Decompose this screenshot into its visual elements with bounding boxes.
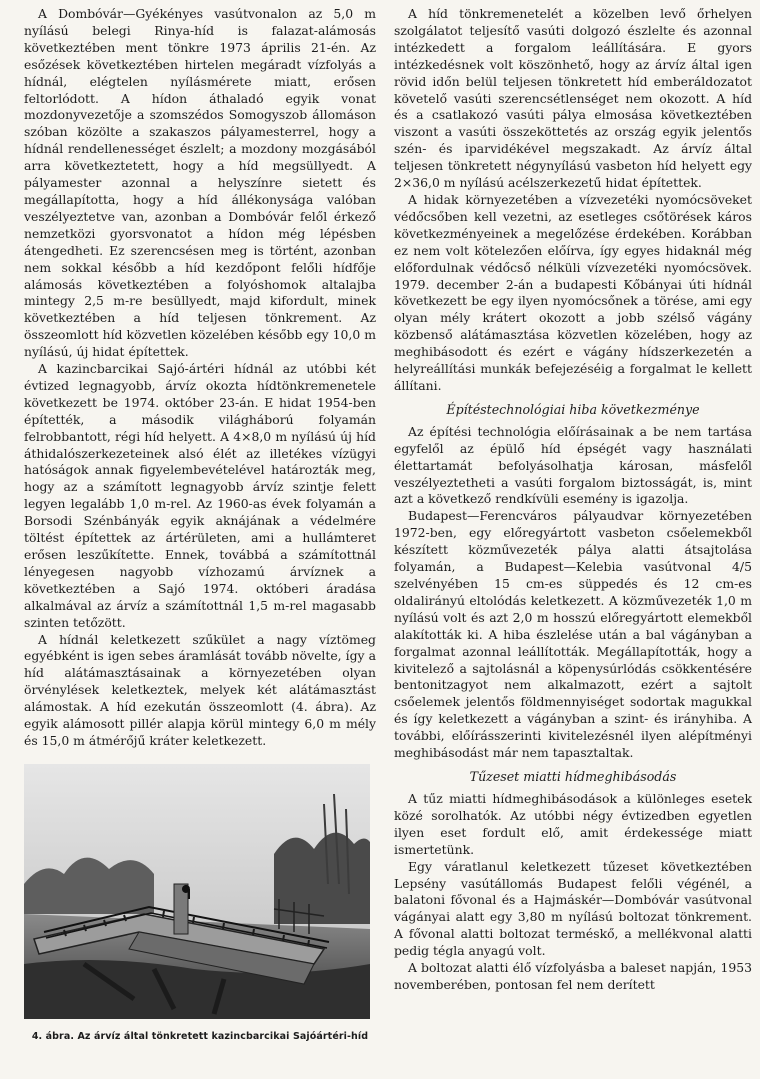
- paragraph-bridge-guard: A híd tönkremenetelét a közelben levő őrhelyen szolgálatot teljesítő vasúti dolgozó észlelte és azonnal intézkedett a forgalom leállítására. E gyors intézkedésnek volt köszönhető, hogy az árvíz által igen rövid időn belül teljesen tönkretett híd emberáldozatot követelő vasúti szerencsétlenséget nem okozott. A híd és a csatlakozó vasúti pálya elmosása következtében viszont a vasúti összeköttetés az ország egyik jelentős szén- és iparvidékével megszakadt. Az árvíz által teljesen tönkretett négynyílású vasbeton híd helyett egy 2×36,0 m nyílású acélszerkezetű hidat építettek.: [394, 6, 752, 191]
- paragraph-technology-rules: Az építési technológia előírásainak a be nem tartása egyfelől az épülő híd épségét vagy használati élettartamát befolyásolhatja károsan, másfelől veszélyeztetheti a vasúti forgalom biztosságát, is, mint azt a következő rendkívüli esemény is igazolja.: [394, 423, 752, 507]
- paragraph-rinya-bridge: A Dombóvár—Gyékényes vasútvonalon az 5,0 m nyílású belegi Rinya-híd is falazat-alámosás következtében ment tönkre 1973 április 21-én. Az esőzések következtében hirtelen megáradt vízfolyás a hídnál, elégtelen nyílásméretе miatt, erősen feltorlódott. A hídon áthaladó egyik vonat mozdonyvezetője a szomszédos Somogyszob állomáson szóban közölte a szakaszos pályamesterrel, hogy a hídnál rendellenességet észlelt; a mozdony mozgásából arra következtetett, hogy a híd megsüllyedt. A pályamester azonnal a helyszínre sietett és megállapította, hogy a híd állékonysága valóban veszélyeztetve van, azonban a Dombóvár felől érkező nemzetközi gyorsvonatot a hídon még lépésben átengedheti. Ez szerencsésen meg is történt, azonban nem sokkal később a híd kezdőpont felőli hídfője alámosás következtében a folyóshomok altalajba mintegy 2,5 m-re besüllyedt, majd kifordult, minek következtében a híd teljesen tönkrement. Az összeomlott híd közvetlen közelében később egy 10,0 m nyílású, új hidat építettek.: [24, 6, 376, 360]
- figure-caption: 4. ábra. Az árvíz által tönkretett kazincbarcikai Sajóártéri-híd: [31, 1030, 369, 1042]
- paragraph-water-pipes: A hidak környezetében a vízvezetéki nyomócsöveket védőcsőben kell vezetni, az esetleges csőtörések káros következményeinek a megelőzése érdekében. Korábban ez nem volt kötelezően előírva, így egyes hidaknál még előfordulnak védőcső nélküli vízvezetéki nyomócsövek. 1979. december 2-án a budapesti Kőbányai úti hídnál következett be egy ilyen nyomócsőnek a törése, ami egy olyan mély krátert okozott a jobb szélső vágány közbenső alátámasztása közvetlen közelében, hogy az meghibásodott és ezért e vágány hídszerkezetén a helyreállítási munkák befejezéséig a forgalmat le kellett állítani.: [394, 191, 752, 393]
- section-heading-fire-damage: Tűzeset miatti hídmeghibásodás: [469, 768, 677, 784]
- left-column: [24, 6, 376, 1042]
- paragraph-sajo-bridge: A kazincbarcikai Sajó-ártéri hídnál az utóbbi két évtized legnagyobb, árvíz okozta hídtönkremenetele következett be 1974. október 23-án. E hidat 1954-ben építették, a második világháború folyamán felrobbantott, régi híd helyett. A 4×8,0 m nyílású új híd áthidalószerkezeteinek alsó élét az illetékes vízügyi hatóságok annak figyelembevételével határozták meg, hogy az a számított legnagyobb árvíz szintje felett legyen legalább 1,0 m-rel. Az 1960-as évek folyamán a Borsodi Szénbányák egyik aknájának a védelmére töltést építettek az ártérületen, ami a hullámteret erősen leszűkítette. Ennek, továbbá a számítottnál lényegesen nagyobb vízhozamú árvíznek a következtében a Sajó 1974. októberi áradása alkalmával az árvíz a számítottnál 1,5 m-rel magasabb szinten tetőzött.: [24, 361, 376, 630]
- photo-collapsed-bridge-icon: [24, 764, 370, 1019]
- section-heading-technology-error: Építéstechnológiai hiba következménye: [446, 401, 700, 417]
- paragraph-vault: A boltozat alatti élő vízfolyásba a baleset napján, 1953 novemberében, pontosan fel nem derített: [394, 960, 752, 992]
- paragraph-ferencvaros: Budapest—Ferencváros pályaudvar környezetében 1972-ben, egy előregyártott vasbeton csőelemekből készített közművezeték pálya alatti átsajtolása folyamán, a Budapest—Kelebia vasútvonal 4/5 szelvényében 15 cm-es süppedés és 12 cm-es oldalirányú eltolódás keletkezett. A közművezeték 1,0 m nyílású volt és azt 2,0 m hosszú előregyártott elemekből alakították ki. A hiba észlelése után a bal vágányban a forgalmat azonnal leállították. Megállapították, hogy a kivitelező a sajtolásnál a köpenysúrlódás csökkentésére bentonitzagyot nem alkalmazott, ezért a sajtolt csőelemek jelentős földmennyiséget sodortak magukkal és így keletkezett a vágányban a szint- és irányhiba. A további, előírásszerinti kivitelezésnél ilyen alépítményi meghibásodást már nem tapasztaltak.: [394, 508, 752, 761]
- paragraph-scour-collapse: A hídnál keletkezett szűkület a nagy víztömeg egyébként is igen sebes áramlását tovább növelte, így a híd alátámasztásainak a környezetében olyan örvénylések keletkeztek, melyek két alátámasztást alámostak. A híd ezekután összeomlott (4. ábra). Az egyik alámosott pillér alapja körül mintegy 6,0 m mély és 15,0 m átmérőjű kráter keletkezett.: [24, 631, 376, 748]
- paragraph-fire-intro: A tűz miatti hídmeghibásodások a különleges esetek közé sorolhatók. Az utóbbi négy évtizedben egyetlen ilyen eset fordult elő, amit érdekessége miatt ismertetünk.: [394, 790, 752, 857]
- figure-collapsed-bridge-photo: [24, 764, 370, 1019]
- right-column: [394, 6, 752, 994]
- paragraph-lepseny: Egy váratlanul keletkezett tűzeset következtében Lepsény vasútállomás Budapest felőli végénél, a balatoni fővonal és a Hajmáskér—Dombóvár vasútvonal vágányai alatt egy 3,80 m nyílású boltozat tönkrement. A fővonal alatti boltozat terméskő, a mellékvonal alatti pedig tégla anyagú volt.: [394, 858, 752, 959]
